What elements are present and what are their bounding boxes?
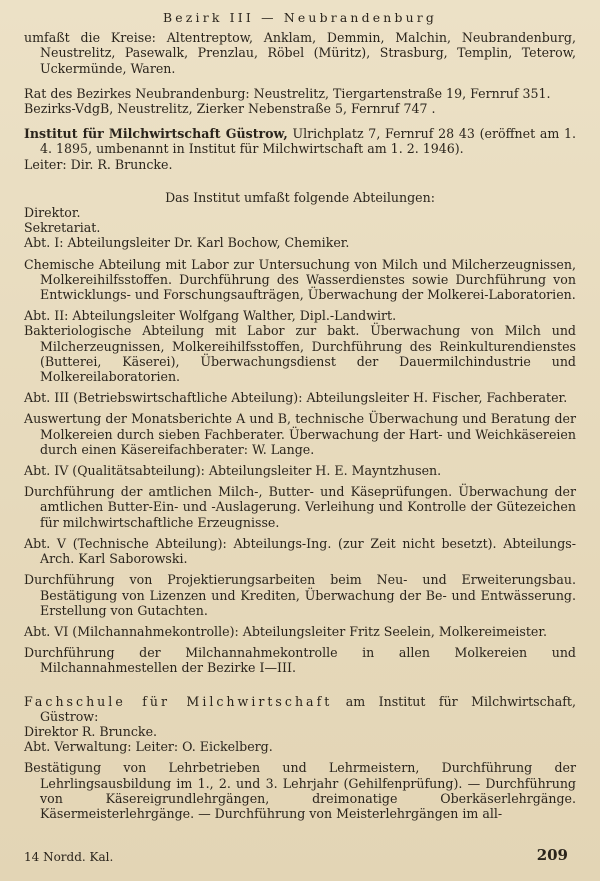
abt4-head: Abt. IV (Qualitätsabteilung): Abteilungsleiter H. E. Mayntzhusen.: [24, 463, 442, 479]
abt3-desc: Auswertung der Monatsberichte A und B, technische Überwachung und Beratung der Molkereien durch sieben Fachberater. Überwachung der Hart- und Weichkäsereien durch einen Käsereifachberater: W. Lange.: [24, 411, 576, 457]
fachschule-verwaltung: Abt. Verwaltung: Leiter: O. Eickelberg.: [24, 739, 273, 755]
vdgb-paragraph: Bezirks-VdgB, Neustrelitz, Zierker Nebenstraße 5, Fernruf 747 .: [24, 101, 436, 117]
fachschule-desc: Bestätigung von Lehrbetrieben und Lehrmeistern, Durchführung der Lehrlingsausbildung im 1., 2. und 3. Lehrjahr (Gehilfenprüfung). — Durchführung von Käsereigrundlehrgängen, dreimonatige Oberkäserlehrgänge. Käsermeisterlehrgänge. — Durchführung von Meisterlehrgängen im all-: [24, 760, 576, 821]
institut-leiter: Leiter: Dir. R. Bruncke.: [24, 156, 173, 172]
abt6-head: Abt. VI (Milchannahmekontrolle): Abteilungsleiter Fritz Seelein, Molkereimeister.: [24, 623, 548, 639]
institut-details: Ulrichplatz 7, Fernruf 28 43 (eröffnet am 1. 4. 1895, umbenannt in Institut für Milchwirtschaft am 1. 2. 1946).: [40, 126, 577, 157]
institut-paragraph: [24, 126, 576, 156]
fachschule-rest: am Institut für Milchwirtschaft, Güstrow:: [40, 693, 576, 724]
fachschule-direktor: Direktor R. Bruncke.: [24, 723, 158, 739]
page-content: [24, 10, 576, 821]
footer-signature: 14 Nordd. Kal.: [24, 850, 114, 864]
fachschule-name: Fachschule für Milchwirtschaft: [24, 693, 333, 709]
intro-line: Das Institut umfaßt folgende Abteilungen:: [165, 189, 435, 205]
abt6-desc: Durchführung der Milchannahmekontrolle in allen Molkereien und Milchannahmestellen der Bezirke I—III.: [24, 645, 576, 676]
sekretariat-line: Sekretariat.: [24, 220, 101, 236]
abt2-head: Abt. II: Abteilungsleiter Wolfgang Walther, Dipl.-Landwirt.: [24, 308, 397, 324]
page-footer: [24, 848, 576, 868]
abt5-head: Abt. V (Technische Abteilung): Abteilungs-Ing. (zur Zeit nicht besetzt). Abteilungs-Arch. Karl Saborowski.: [24, 535, 576, 567]
abt2-desc: Bakteriologische Abteilung mit Labor zur bakt. Überwachung von Milch und Milcherzeugnissen, Molkereihilfsstoffen, Durchführung des Reinkulturendienstes (Butterei, Käserei), Überwachungsdienst der Dauermilchindustrie und Molkereilaboratorien.: [24, 323, 576, 385]
institut-name: Institut für Milchwirtschaft Güstrow,: [24, 126, 288, 142]
kreise-paragraph: umfaßt die Kreise: Altentreptow, Anklam, Demmin, Malchin, Neubrandenburg, Neustrelitz, Pasewalk, Prenzlau, Röbel (Müritz), Strasburg, Templin, Teterow, Uckermünde, Waren.: [24, 30, 576, 76]
abt1-desc: Chemische Abteilung mit Labor zur Untersuchung von Milch und Milcherzeugnissen, Molkereihilfsstoffen. Durchführung des Wasserdienstes sowie Durchführung von Entwicklungs- und Forschungsaufträgen, Überwachung der Molkerei-Laboratorien.: [24, 256, 576, 303]
abt3-head: Abt. III (Betriebswirtschaftliche Abteilung): Abteilungsleiter H. Fischer, Fachberater.: [24, 390, 568, 406]
fachschule-paragraph: [24, 694, 576, 724]
abt5-desc: Durchführung von Projektierungsarbeiten beim Neu- und Erweiterungsbau. Bestätigung von Lizenzen und Krediten, Überwachung der Be- und Entwässerung. Erstellung von Gutachten.: [24, 572, 576, 618]
section-header: Bezirk III — Neubrandenburg: [162, 10, 438, 25]
abt4-desc: Durchführung der amtlichen Milch-, Butter- und Käseprüfungen. Überwachung der amtlichen Butter-Ein- und -Auslagerung. Verleihung und Kontrolle der Gütezeichen für milchwirtschaftliche Erzeugnisse.: [24, 484, 576, 530]
page-number: 209: [536, 846, 568, 864]
direktor-line: Direktor.: [24, 205, 81, 221]
abt1-head: Abt. I: Abteilungsleiter Dr. Karl Bochow, Chemiker.: [24, 235, 350, 251]
rat-paragraph: Rat des Bezirkes Neubrandenburg: Neustrelitz, Tiergartenstraße 19, Fernruf 351.: [24, 85, 551, 101]
